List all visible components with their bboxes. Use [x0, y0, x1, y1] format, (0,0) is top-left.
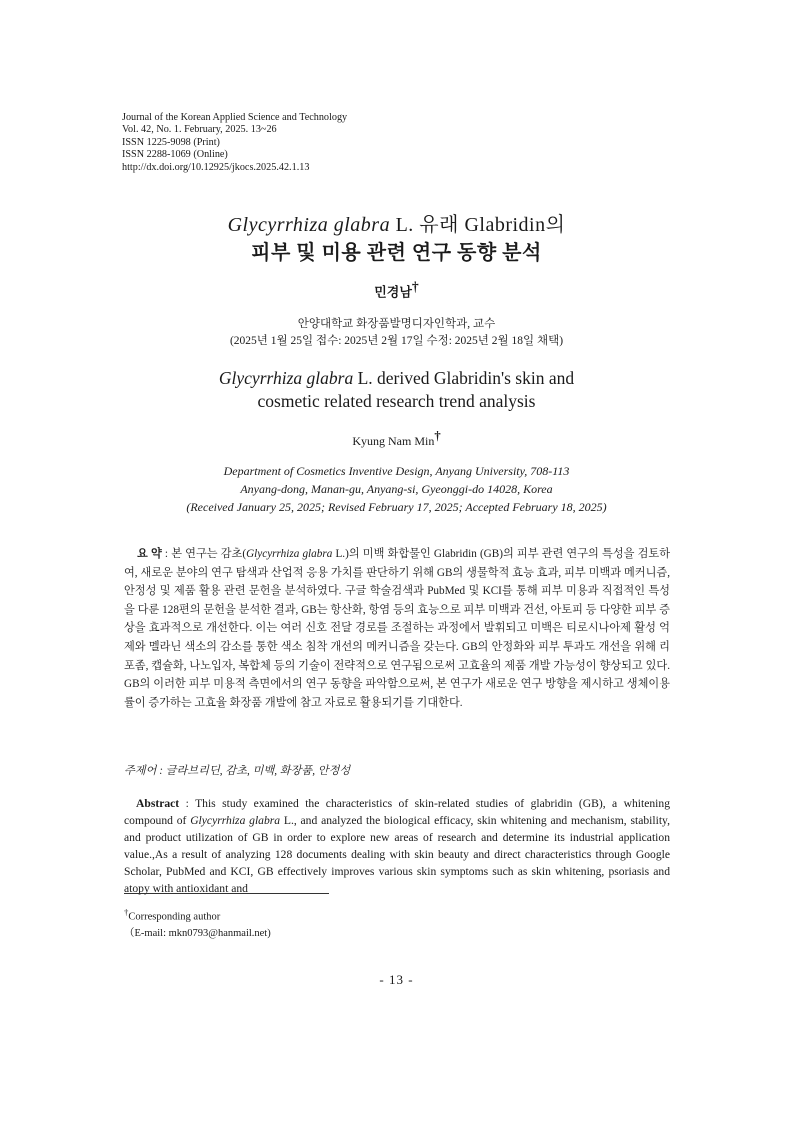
english-affiliation-line2: Anyang-dong, Manan-gu, Anyang-si, Gyeonggi-do 14028, Korea: [240, 482, 553, 496]
english-title: [0, 367, 793, 413]
korean-affiliation: [0, 316, 793, 350]
english-abstract-label: Abstract: [136, 797, 180, 810]
english-author-name: Kyung Nam Min: [352, 434, 435, 448]
doi-link[interactable]: http://dx.doi.org/10.12925/jkocs.2025.42.1.13: [122, 161, 310, 173]
english-title-line2: cosmetic related research trend analysis: [257, 391, 536, 411]
english-abstract-part1: This study examined the characteristics of skin-related studies of glabridin (GB), a whitening compound of: [124, 797, 670, 827]
korean-abstract-species: Glycyrrhiza glabra: [246, 548, 333, 560]
corresponding-author-mark: †: [411, 279, 419, 294]
korean-abstract-sep: :: [161, 548, 172, 560]
korean-abstract-label: 요 약: [137, 548, 162, 560]
korean-author-name: 민경남: [374, 284, 412, 300]
page-number: - 13 -: [379, 972, 414, 987]
footnote-divider: [124, 893, 329, 894]
footnote: [124, 904, 271, 942]
english-abstract-species: Glycyrrhiza glabra: [190, 814, 281, 827]
issn-online: ISSN 2288-1069 (Online): [122, 149, 228, 161]
english-title-species: Glycyrrhiza glabra: [218, 368, 354, 388]
author-email: （E-mail: mkn0793@hanmail.net): [124, 927, 271, 939]
issn-print: ISSN 1225-9098 (Print): [122, 136, 220, 148]
footnote-mark: †: [124, 907, 129, 917]
korean-keywords: 주제어 : 글라브리딘, 감초, 미백, 화장품, 안정성: [124, 765, 351, 777]
journal-info: [122, 112, 347, 174]
korean-department: 안양대학교 화장품발명디자인학과, 교수: [297, 318, 496, 330]
english-title-line1: L. derived Glabridin's skin and: [353, 368, 575, 388]
english-affiliation-line1: Department of Cosmetics Inventive Design, Anyang University, 708-113: [223, 464, 570, 478]
journal-name: Journal of the Korean Applied Science and Technology: [122, 112, 348, 123]
korean-author: [0, 279, 793, 300]
korean-title-species: Glycyrrhiza glabra: [227, 214, 391, 236]
corresponding-author-label: Corresponding author: [128, 911, 221, 923]
corresponding-author-mark: †: [434, 429, 441, 443]
korean-title-line1: L. 유래 Glabridin의: [390, 214, 566, 236]
english-abstract-sep: :: [179, 797, 196, 810]
korean-title-line2: 피부 및 미용 관련 연구 동향 분석: [251, 242, 542, 264]
english-author: [0, 429, 793, 449]
korean-title: [0, 211, 793, 267]
english-abstract: [124, 795, 670, 897]
korean-abstract-part2: L.)의 미백 화합물인 Glabridin (GB)의 피부 관련 연구의 특성을 검토하여, 새로운 분야의 연구 탐색과 산업적 응용 가치를 판단하기 위해 GB의 생물학적 효능 효과, 피부 미백과 메커니즘, 안정성 및 제품 활용 관련 문헌을 분석하였다. 구글 학술검색과 PubMed 및 KCI를 통해 피부 미용과 직접적인 특성을 다룬 128편의 문헌을 분석한 결과, GB는 항산화, 항염 등의 효능으로 피부 미백과 건선, 아토피 등 다양한 피부 증상을 효과적으로 개선한다. 이는 여러 신호 전달 경로를 조절하는 과정에서 발휘되고 미백은 티로시나아제 활성 억제와 멜라닌 색소의 감소를 통한 색소 침착 개선의 메커니즘을 갖는다. GB의 안정화와 피부 투과도 개선을 위해 리포좀, 캡슐화, 나노입자, 복합체 등의 기술이 전략적으로 연구됨으로써 고효율의 제품 개발 가능성이 향상되고 있다. GB의 이러한 피부 미용적 측면에서의 연구 동향을 파악함으로써, 본 연구가 새로운 연구 방향을 제시하고 생체이용률이 증가하는 고효율 화장품 개발에 참고 자료로 활용되기를 기대한다.: [124, 548, 671, 709]
korean-dates: (2025년 1월 25일 접수: 2025년 2월 17일 수정: 2025년 2월 18일 채택): [229, 335, 564, 347]
english-affiliation: [0, 462, 793, 516]
korean-abstract: [124, 545, 670, 712]
korean-abstract-part1: 본 연구는 감초(: [171, 548, 247, 560]
english-abstract-part2: L., and analyzed the biological efficacy, skin whitening and mechanism, stability, and product utilization of GB in order to explore new areas of research and determine its industrial application value.,As a result of analyzing 128 documents dealing with skin beauty and direct characteristics through Google Scholar, PubMed and KCI, GB effectively improves various skin symptoms such as skin whitening, psoriasis and atopy with antioxidant and: [124, 814, 670, 895]
journal-volume: Vol. 42, No. 1. February, 2025. 13~26: [122, 124, 277, 136]
english-dates: (Received January 25, 2025; Revised February 17, 2025; Accepted February 18, 2025): [186, 500, 607, 514]
